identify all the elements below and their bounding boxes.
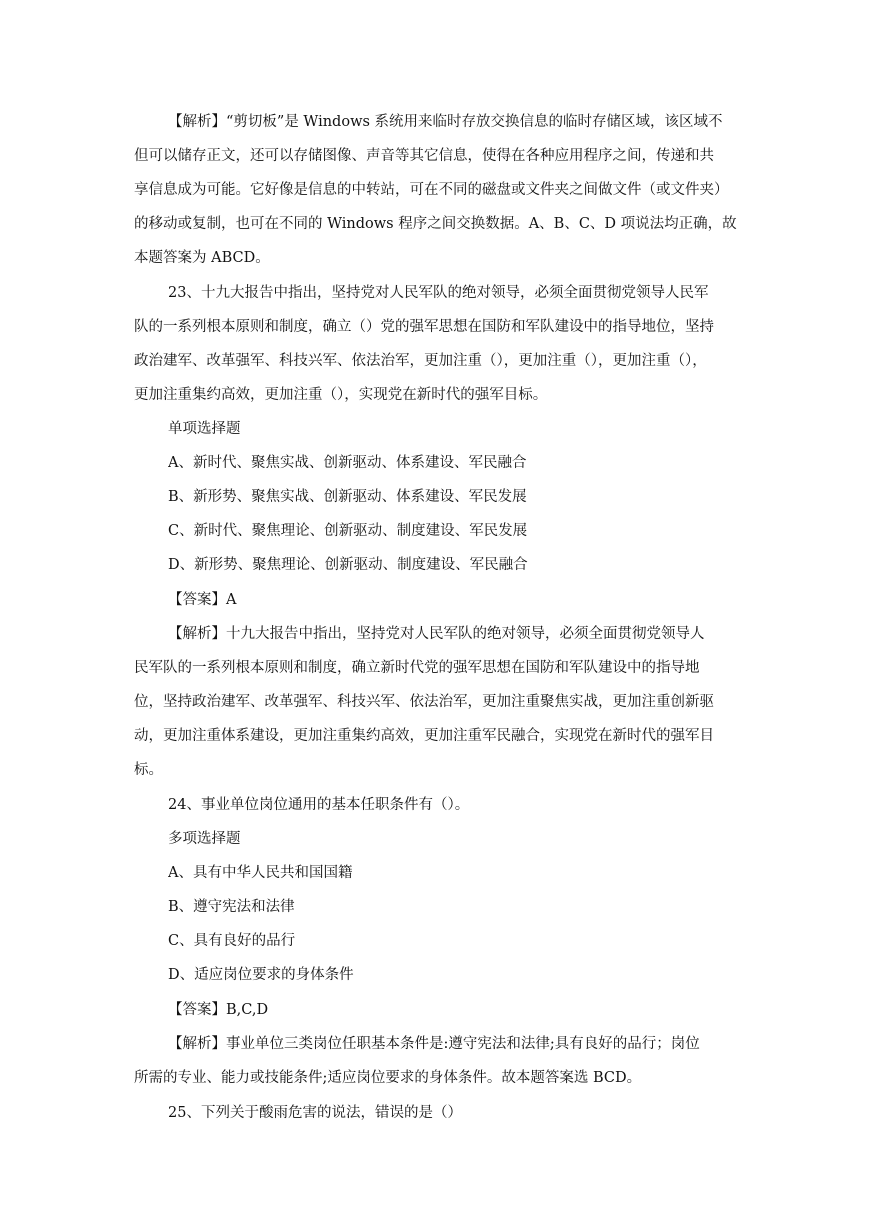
q22-analysis-line: 但可以储存正文，还可以存储图像、声音等其它信息，使得在各种应用程序之间，传递和共 [134,148,714,164]
q24-answer: 【答案】B,C,D [168,1002,269,1018]
q23-option-b: B、新形势、聚焦实战、创新驱动、体系建设、军民发展 [168,489,527,505]
q23-analysis-line: 动，更加注重体系建设，更加注重集约高效，更加注重军民融合，实现党在新时代的强军目 [134,728,714,744]
q23-analysis-line: 民军队的一系列根本原则和制度，确立新时代党的强军思想在国防和军队建设中的指导地 [134,660,700,676]
q23-option-c: C、新时代、聚焦理论、创新驱动、制度建设、军民发展 [168,523,528,539]
q24-analysis-line: 所需的专业、能力或技能条件;适应岗位要求的身体条件。故本题答案选 BCD。 [134,1070,642,1086]
q23-analysis-line: 【解析】十九大报告中指出，坚持党对人民军队的绝对领导，必须全面贯彻党领导人 [168,626,705,642]
q22-analysis-line: 【解析】“剪切板”是 Windows 系统用来临时存放交换信息的临时存储区域，该区域不 [168,114,723,130]
q23-answer: 【答案】A [168,592,237,608]
q24-option-b: B、遵守宪法和法律 [168,899,295,915]
q23-question-type: 单项选择题 [168,421,241,437]
q22-analysis-line: 享信息成为可能。它好像是信息的中转站，可在不同的磁盘或文件夹之间做文件（或文件夹） [134,182,729,198]
q24-option-d: D、适应岗位要求的身体条件 [168,967,354,983]
q23-stem-line: 23、十九大报告中指出，坚持党对人民军队的绝对领导，必须全面贯彻党领导人民军 [168,285,709,301]
q22-analysis-line: 的移动或复制，也可在不同的 Windows 程序之间交换数据。A、B、C、D 项说法均正确，故 [134,216,737,232]
q25-stem: 25、下列关于酸雨危害的说法，错误的是（） [168,1105,462,1121]
q24-analysis-line: 【解析】事业单位三类岗位任职基本条件是:遵守宪法和法律;具有良好的品行；岗位 [168,1036,700,1052]
q24-stem: 24、事业单位岗位通用的基本任职条件有（）。 [168,797,470,813]
q23-stem-line: 更加注重集约高效，更加注重（），实现党在新时代的强军目标。 [134,387,548,403]
q24-option-a: A、具有中华人民共和国国籍 [168,865,353,881]
q23-analysis-line: 标。 [134,762,163,778]
q24-question-type: 多项选择题 [168,831,241,847]
q23-stem-line: 队的一系列根本原则和制度，确立（）党的强军思想在国防和军队建设中的指导地位，坚持 [134,319,714,335]
q23-option-a: A、新时代、聚焦实战、创新驱动、体系建设、军民融合 [168,455,527,471]
q23-option-d: D、新形势、聚焦理论、创新驱动、制度建设、军民融合 [168,557,528,573]
q22-analysis-line: 本题答案为 ABCD。 [134,250,270,266]
q24-option-c: C、具有良好的品行 [168,933,296,949]
q23-analysis-line: 位，坚持政治建军、改革强军、科技兴军、依法治军，更加注重聚焦实战，更加注重创新驱 [134,694,714,710]
q23-stem-line: 政治建军、改革强军、科技兴军、依法治军，更加注重（），更加注重（），更加注重（）， [134,353,707,369]
